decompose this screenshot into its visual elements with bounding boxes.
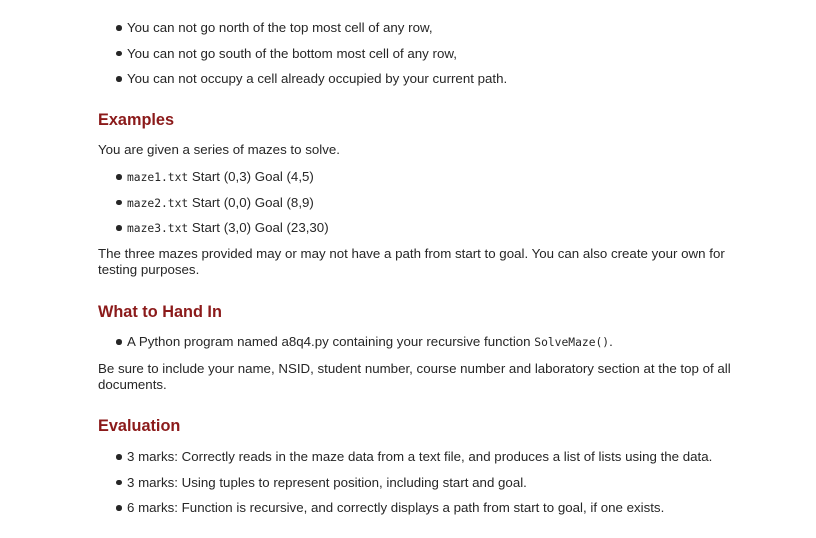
maze-description: Start (0,3) Goal (4,5) <box>188 169 314 184</box>
maze-description: Start (0,0) Goal (8,9) <box>188 194 314 210</box>
evaluation-heading: Evaluation <box>98 417 181 435</box>
hand-in-item-text: A Python program named a8q4.py containing your recursive function <box>127 334 535 349</box>
maze-files-list <box>98 169 329 246</box>
maze-filename: maze3.txt <box>127 222 189 235</box>
maze-description: Start (3,0) Goal (23,30) <box>188 220 329 235</box>
maze-filename: maze2.txt <box>127 196 189 210</box>
list-item <box>98 220 329 246</box>
function-name: SolveMaze() <box>534 336 610 349</box>
examples-heading: Examples <box>98 111 175 129</box>
list-item <box>98 195 329 221</box>
list-item <box>98 334 613 360</box>
evaluation-list <box>98 449 712 526</box>
hand-in-note: Be sure to include your name, NSID, student number, course number and laboratory section at the top of all documents. <box>98 361 731 392</box>
maze-filename: maze1.txt <box>127 171 189 184</box>
hand-in-list <box>98 334 613 360</box>
hand-in-item-suffix: . <box>609 334 613 349</box>
list-item <box>98 169 329 195</box>
movement-rules-list <box>98 20 507 97</box>
list-item: 3 marks: Using tuples to represent position, including start and goal. <box>98 475 712 501</box>
list-item: You can not occupy a cell already occupied by your current path. <box>98 71 507 97</box>
hand-in-heading: What to Hand In <box>98 303 222 321</box>
list-item: 6 marks: Function is recursive, and correctly displays a path from start to goal, if one exists. <box>98 500 712 526</box>
list-item: You can not go south of the bottom most cell of any row, <box>98 46 507 72</box>
list-item: You can not go north of the top most cell of any row, <box>98 20 507 46</box>
examples-note: The three mazes provided may or may not have a path from start to goal. You can also create your own for testing purposes. <box>98 246 725 277</box>
examples-intro: You are given a series of mazes to solve. <box>98 142 340 157</box>
list-item: 3 marks: Correctly reads in the maze data from a text file, and produces a list of lists using the data. <box>98 449 712 475</box>
